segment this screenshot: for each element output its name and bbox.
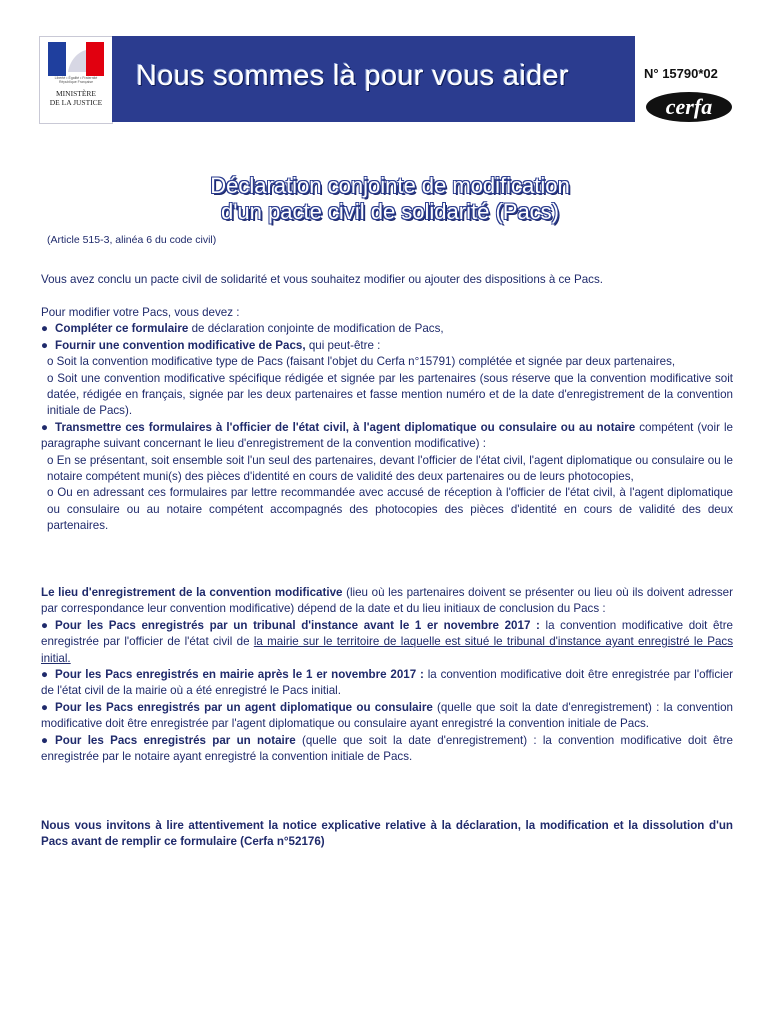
cerfa-number: N° 15790*02 bbox=[644, 66, 718, 81]
article-reference: (Article 515-3, alinéa 6 du code civil) bbox=[47, 234, 217, 246]
lieu-section bbox=[41, 585, 733, 765]
document-title bbox=[110, 173, 670, 225]
intro-paragraph bbox=[41, 272, 733, 288]
ministry-logo bbox=[39, 36, 113, 124]
lieu-case-3: ● Pour les Pacs enregistrés par un agent diplomatique ou consulaire (quelle que soit la date d'enregistrement) : la convention modificative doit être enregistrée par l'agent diplomatique ou consulaire ayant enregistré la convention initiale de Pacs. bbox=[41, 700, 733, 731]
republique-motto: Liberté • Égalité • Fraternité République Française bbox=[54, 76, 98, 84]
ministry-name: MINISTÈRE DE LA JUSTICE bbox=[49, 89, 103, 107]
step-2-option-2: o Soit une convention modificative spécifique rédigée et signée par les partenaires (sous réserve que la convention modificative soit datée, rédigée en français, signée par les deux partenaires et fasse mention numéro et de la date d'enregistrement de la convention initiale de Pacs). bbox=[47, 371, 733, 418]
header-banner bbox=[112, 36, 635, 122]
cerfa-logo: cerfa bbox=[646, 92, 732, 122]
intro-text: Vous avez conclu un pacte civil de solidarité et vous souhaitez modifier ou ajouter des dispositions à ce Pacs. bbox=[41, 273, 603, 286]
steps-lead: Pour modifier votre Pacs, vous devez : bbox=[41, 306, 240, 319]
step-1: ● Compléter ce formulaire de déclaration conjointe de modification de Pacs, bbox=[41, 322, 444, 336]
step-3-option-1: o En se présentant, soit ensemble soit l'un seul des partenaires, devant l'officier de l'état civil, l'agent diplomatique ou consulaire ou le notaire compétent muni(s) des pièces d'identité en cours de validité des deux partenaires ou de leurs photocopies, bbox=[47, 453, 733, 484]
closing-note: Nous vous invitons à lire attentivement la notice explicative relative à la déclaration, la modification et la dissolution d'un Pacs avant de remplir ce formulaire (Cerfa n°52176) bbox=[41, 819, 733, 849]
title-line-1: Déclaration conjointe de modification bbox=[210, 173, 570, 198]
lieu-lead: Le lieu d'enregistrement de la convention modificative (lieu où les partenaires doivent se présenter ou lieu où ils doivent adresser par correspondance leur convention modificative) dépend de la date et du lieu initiaux de conclusion du Pacs : bbox=[41, 586, 733, 616]
closing-section bbox=[41, 818, 733, 851]
marianne-emblem bbox=[48, 42, 104, 76]
banner-title: Nous sommes là pour vous aider bbox=[136, 60, 569, 92]
step-3: ● Transmettre ces formulaires à l'officier de l'état civil, à l'agent diplomatique ou consulaire ou au notaire compétent (voir le paragraphe suivant concernant le lieu d'enregistrement de la convention modificative) : bbox=[41, 420, 733, 451]
lieu-case-4: ● Pour les Pacs enregistrés par un notaire (quelle que soit la date d'enregistrement) : la convention modificative doit être enregistrée par le notaire ayant enregistré la convention initiale de Pacs. bbox=[41, 733, 733, 764]
lieu-case-2: ● Pour les Pacs enregistrés en mairie après le 1 er novembre 2017 : la convention modificative doit être enregistrée par l'officier de l'état civil de la mairie où a été enregistré le Pacs initial. bbox=[41, 668, 734, 698]
step-3-option-2: o Ou en adressant ces formulaires par lettre recommandée avec accusé de réception à l'officier de l'état civil, à l'agent diplomatique ou consulaire ou au notaire compétent accompagnés des photocopies des pièces d'identité en cours de validité des deux partenaires. bbox=[47, 486, 733, 533]
step-2: ● Fournir une convention modificative de Pacs, qui peut-être : bbox=[41, 338, 381, 352]
lieu-case-1: ● Pour les Pacs enregistrés par un tribunal d'instance avant le 1 er novembre 2017 : la convention modificative doit être enregistrée par l'officier de l'état civil de la mairie sur le territoire de laquelle est situé le tribunal d'instance ayant enregistré le Pacs initial. bbox=[41, 618, 733, 665]
step-2-option-1: o Soit la convention modificative type de Pacs (faisant l'objet du Cerfa n°15791) complétée et signée par deux partenaires, bbox=[47, 355, 676, 369]
steps-section bbox=[41, 305, 733, 535]
title-line-2: d'un pacte civil de solidarité (Pacs) bbox=[220, 199, 560, 224]
